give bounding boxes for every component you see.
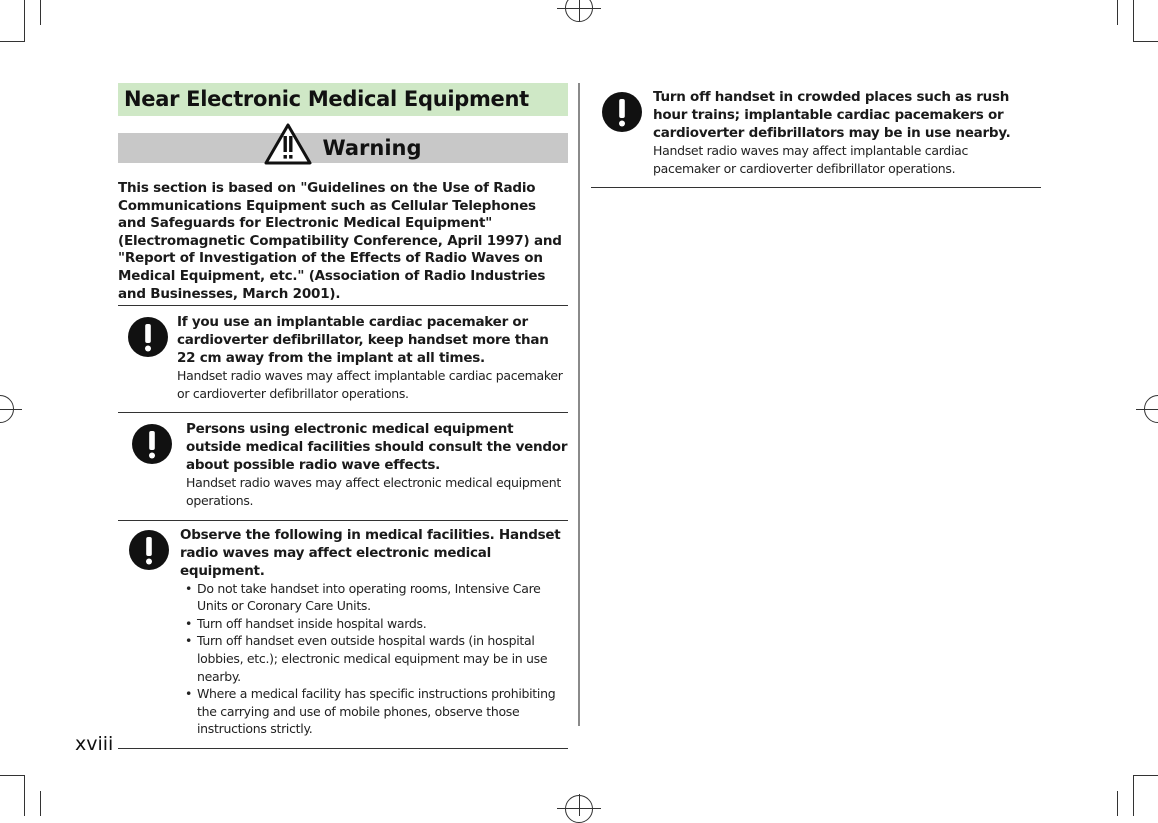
left-column — [118, 83, 568, 749]
list-item: • Do not take handset into operating rooms, Intensive Care Units or Coronary Care Units. — [180, 580, 568, 615]
intro-paragraph: This section is based on "Guidelines on the Use of Radio Communications Equipment such as Cellular Telephones and Safeguards for Electronic Medical Equipment" (Electromagnetic Compatibility Conference, April 1997) and "Report of Investigation of the Effects of Radio Waves on Medical Equipment, etc." (Association of Radio Industries and Businesses, March 2001). — [118, 180, 568, 306]
item-heading: Observe the following in medical facilities. Handset radio waves may affect electronic medical equipment. — [180, 526, 561, 579]
warning-triangle-icon — [264, 123, 312, 165]
mandatory-exclamation-icon — [127, 316, 169, 358]
item-description: Handset radio waves may affect implantable cardiac pacemaker or cardioverter defibrillator operations. — [177, 368, 563, 401]
item-description: Handset radio waves may affect electronic medical equipment operations. — [186, 475, 561, 508]
mandatory-exclamation-icon — [601, 91, 643, 133]
list-item: • Where a medical facility has specific instructions prohibiting the carrying and use of mobile phones, observe those instructions strictly. — [180, 685, 568, 738]
item-description: Handset radio waves may affect implantable cardiac pacemaker or cardioverter defibrillator operations. — [653, 143, 969, 176]
precaution-item — [591, 83, 1041, 188]
bullet-list — [180, 580, 568, 738]
mandatory-exclamation-icon — [131, 423, 173, 465]
item-heading: Persons using electronic medical equipment outside medical facilities should consult the vendor about possible radio wave effects. — [186, 421, 568, 474]
precaution-item — [118, 413, 568, 520]
list-item: • Turn off handset inside hospital wards. — [180, 615, 568, 633]
precaution-item — [118, 306, 568, 413]
right-column — [591, 83, 1041, 188]
warning-label: Warning — [322, 136, 422, 160]
section-title: Near Electronic Medical Equipment — [118, 83, 568, 116]
warning-banner — [118, 133, 568, 163]
mandatory-exclamation-icon — [128, 529, 170, 571]
item-heading: Turn off handset in crowded places such as rush hour trains; implantable cardiac pacemakers or cardioverter defibrillators may be in use nearby. — [653, 89, 1011, 141]
column-divider — [578, 83, 580, 726]
item-heading: If you use an implantable cardiac pacemaker or cardioverter defibrillator, keep handset more than 22 cm away from the implant at all times. — [177, 314, 549, 367]
precaution-item — [118, 521, 568, 749]
list-item: • Turn off handset even outside hospital wards (in hospital lobbies, etc.); electronic medical equipment may be in use nearby. — [180, 632, 568, 685]
page-number: xviii — [75, 733, 114, 755]
